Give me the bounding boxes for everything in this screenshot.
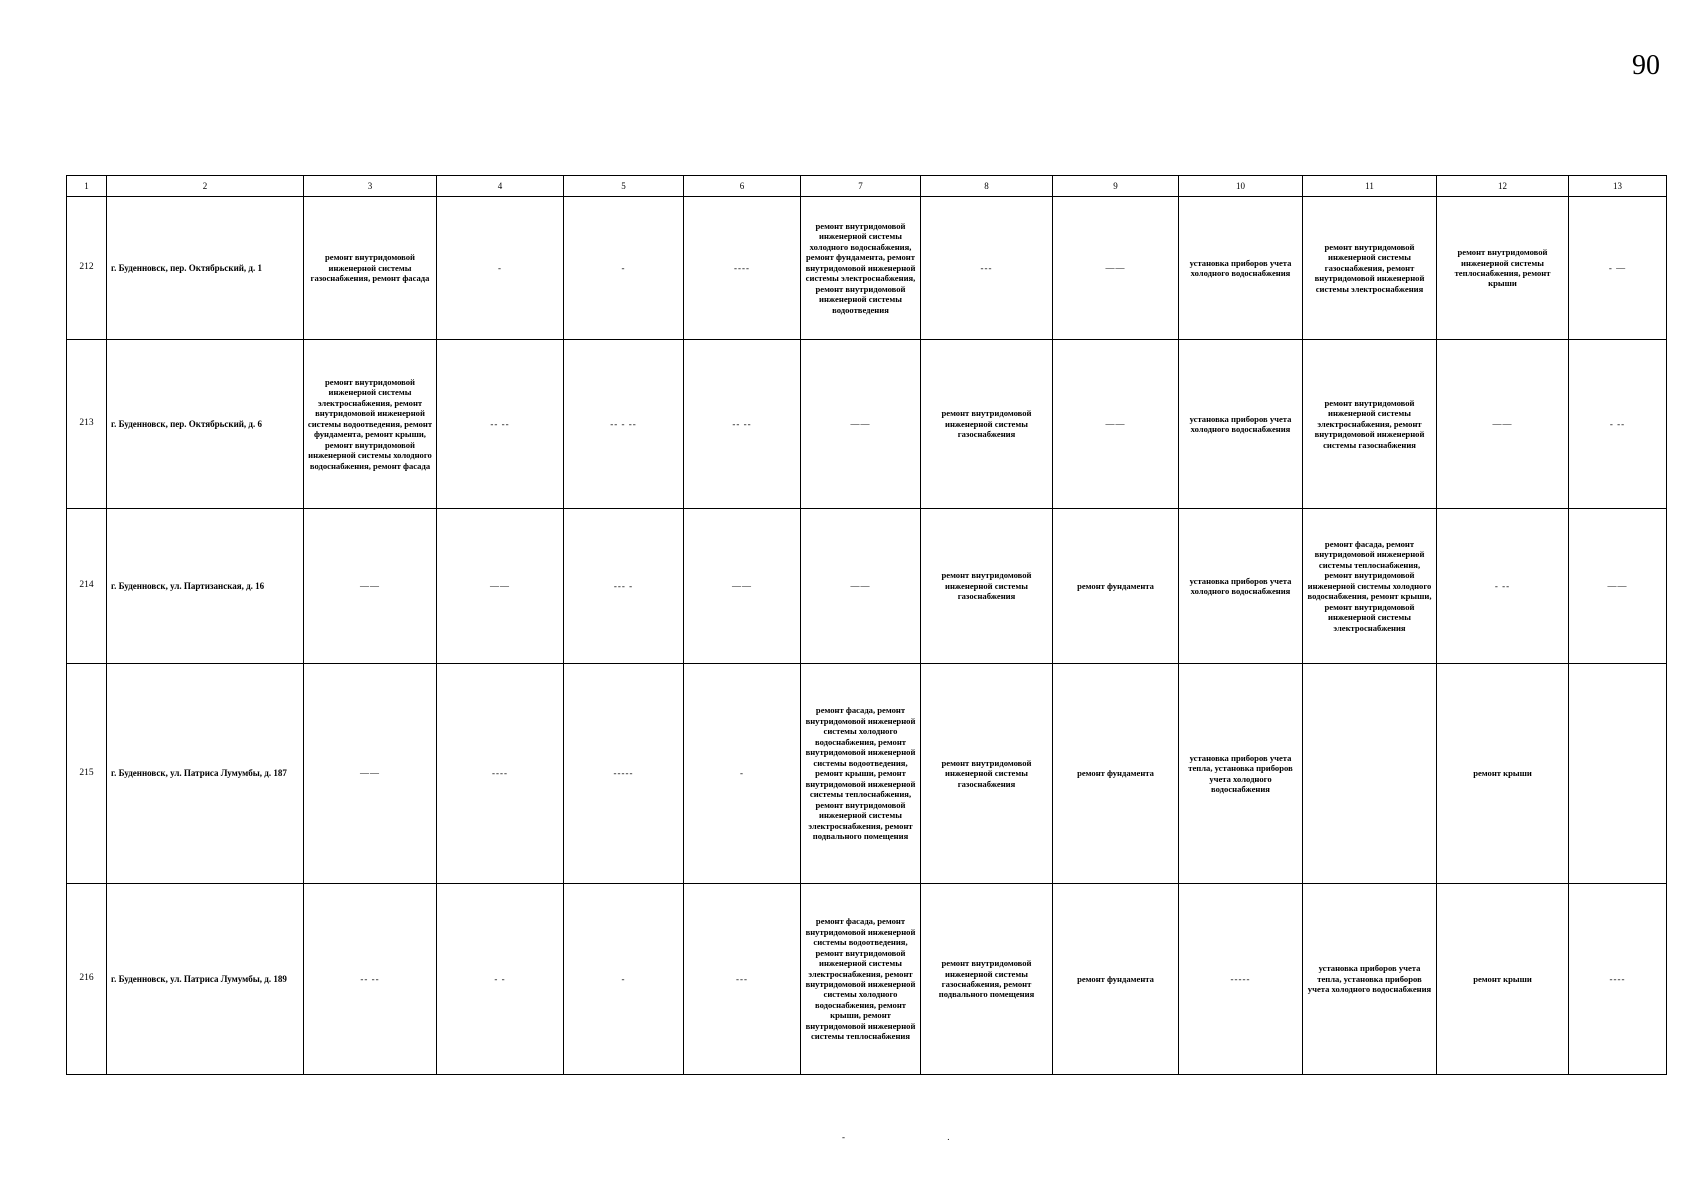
column-header: 12 <box>1437 176 1569 197</box>
table-cell: ---- <box>1569 884 1667 1075</box>
table-cell: ремонт крыши <box>1437 664 1569 884</box>
table-cell: - -- <box>1437 509 1569 664</box>
table-cell: - <box>684 664 801 884</box>
table-cell: —— <box>1437 340 1569 509</box>
table-cell: ремонт внутридомовой инженерной системы газоснабжения, ремонт внутридомовой инженерной системы электроснабжения <box>1303 197 1437 340</box>
table-cell: ремонт внутридомовой инженерной системы теплоснабжения, ремонт крыши <box>1437 197 1569 340</box>
address-cell: г. Буденновск, пер. Октябрьский, д. 1 <box>107 197 304 340</box>
column-header: 3 <box>304 176 437 197</box>
table-cell: --- - <box>564 509 684 664</box>
table-cell: -- -- <box>684 340 801 509</box>
table-cell: ремонт внутридомовой инженерной системы газоснабжения <box>921 340 1053 509</box>
row-number: 213 <box>67 340 107 509</box>
row-number: 214 <box>67 509 107 664</box>
table-cell: ремонт внутридомовой инженерной системы газоснабжения, ремонт фасада <box>304 197 437 340</box>
table-row <box>67 197 1667 340</box>
table-row <box>67 884 1667 1075</box>
row-number: 215 <box>67 664 107 884</box>
address-cell: г. Буденновск, ул. Партизанская, д. 16 <box>107 509 304 664</box>
table-cell: установка приборов учета тепла, установка приборов учета холодного водоснабжения <box>1179 664 1303 884</box>
table-row <box>67 664 1667 884</box>
table-cell: ремонт внутридомовой инженерной системы электроснабжения, ремонт внутридомовой инженерной системы водоотведения, ремонт фундамента, ремонт крыши, ремонт внутридомовой инженерной системы холодного водоснабжения, ремонт фасада <box>304 340 437 509</box>
table-cell: ремонт фундамента <box>1053 884 1179 1075</box>
column-header: 2 <box>107 176 304 197</box>
table-cell: —— <box>1053 197 1179 340</box>
table-cell: —— <box>1569 509 1667 664</box>
column-header: 4 <box>437 176 564 197</box>
table-cell: —— <box>304 509 437 664</box>
column-header: 9 <box>1053 176 1179 197</box>
table-cell: - <box>437 197 564 340</box>
table-cell: ремонт фундамента <box>1053 664 1179 884</box>
table-cell: ремонт фундамента <box>1053 509 1179 664</box>
table-cell: -- - -- <box>564 340 684 509</box>
table-cell: ремонт фасада, ремонт внутридомовой инженерной системы теплоснабжения, ремонт внутридомовой инженерной системы холодного водоснабжения, ремонт крыши, ремонт внутридомовой инженерной системы электроснабжения <box>1303 509 1437 664</box>
table-cell: - — <box>1569 197 1667 340</box>
column-header: 10 <box>1179 176 1303 197</box>
table-cell: --- <box>921 197 1053 340</box>
table-row <box>67 509 1667 664</box>
table-cell: —— <box>684 509 801 664</box>
table-cell: ремонт внутридомовой инженерной системы холодного водоснабжения, ремонт фундамента, ремонт внутридомовой инженерной системы электроснабжения, ремонт внутридомовой инженерной системы водоотведения <box>801 197 921 340</box>
table-cell: -- -- <box>437 340 564 509</box>
table-cell: ----- <box>1179 884 1303 1075</box>
table-cell <box>1303 664 1437 884</box>
column-header: 8 <box>921 176 1053 197</box>
table-cell: - -- <box>1569 340 1667 509</box>
table-cell <box>1569 664 1667 884</box>
address-cell: г. Буденновск, ул. Патриса Лумумбы, д. 187 <box>107 664 304 884</box>
table-cell: —— <box>801 509 921 664</box>
address-cell: г. Буденновск, ул. Патриса Лумумбы, д. 189 <box>107 884 304 1075</box>
table-cell: ремонт фасада, ремонт внутридомовой инженерной системы холодного водоснабжения, ремонт внутридомовой инженерной системы водоотведения, ремонт крыши, ремонт внутридомовой инженерной системы теплоснабжения, ремонт внутридомовой инженерной системы электроснабжения, ремонт подвального помещения <box>801 664 921 884</box>
row-number: 212 <box>67 197 107 340</box>
scan-marks: - . <box>842 1132 1000 1142</box>
table-cell: - <box>564 197 684 340</box>
column-header: 11 <box>1303 176 1437 197</box>
column-header: 7 <box>801 176 921 197</box>
table-cell: —— <box>437 509 564 664</box>
table-cell: —— <box>1053 340 1179 509</box>
table-cell: ремонт фасада, ремонт внутридомовой инженерной системы водоотведения, ремонт внутридомовой инженерной системы электроснабжения, ремонт внутридомовой инженерной системы холодного водоснабжения, ремонт крыши, ремонт внутридомовой инженерной системы теплоснабжения <box>801 884 921 1075</box>
table-cell: установка приборов учета холодного водоснабжения <box>1179 340 1303 509</box>
column-number-row <box>67 176 1667 197</box>
row-number: 216 <box>67 884 107 1075</box>
table-row <box>67 340 1667 509</box>
address-cell: г. Буденновск, пер. Октябрьский, д. 6 <box>107 340 304 509</box>
table-cell: ремонт внутридомовой инженерной системы газоснабжения <box>921 509 1053 664</box>
table-cell: установка приборов учета тепла, установка приборов учета холодного водоснабжения <box>1303 884 1437 1075</box>
column-header: 13 <box>1569 176 1667 197</box>
column-header: 6 <box>684 176 801 197</box>
table-cell: установка приборов учета холодного водоснабжения <box>1179 197 1303 340</box>
table-cell: ремонт крыши <box>1437 884 1569 1075</box>
table-cell: установка приборов учета холодного водоснабжения <box>1179 509 1303 664</box>
table-cell: ремонт внутридомовой инженерной системы электроснабжения, ремонт внутридомовой инженерной системы газоснабжения <box>1303 340 1437 509</box>
table-cell: - - <box>437 884 564 1075</box>
table-cell: -- -- <box>304 884 437 1075</box>
table-cell: ---- <box>437 664 564 884</box>
page-number: 90 <box>1632 50 1660 81</box>
table-cell: —— <box>801 340 921 509</box>
column-header: 5 <box>564 176 684 197</box>
repair-schedule-table <box>66 175 1667 1075</box>
table-cell: ремонт внутридомовой инженерной системы газоснабжения <box>921 664 1053 884</box>
table-cell: - <box>564 884 684 1075</box>
table-cell: ремонт внутридомовой инженерной системы газоснабжения, ремонт подвального помещения <box>921 884 1053 1075</box>
table-cell: —— <box>304 664 437 884</box>
table-cell: --- <box>684 884 801 1075</box>
table-cell: ---- <box>684 197 801 340</box>
column-header: 1 <box>67 176 107 197</box>
table-cell: ----- <box>564 664 684 884</box>
